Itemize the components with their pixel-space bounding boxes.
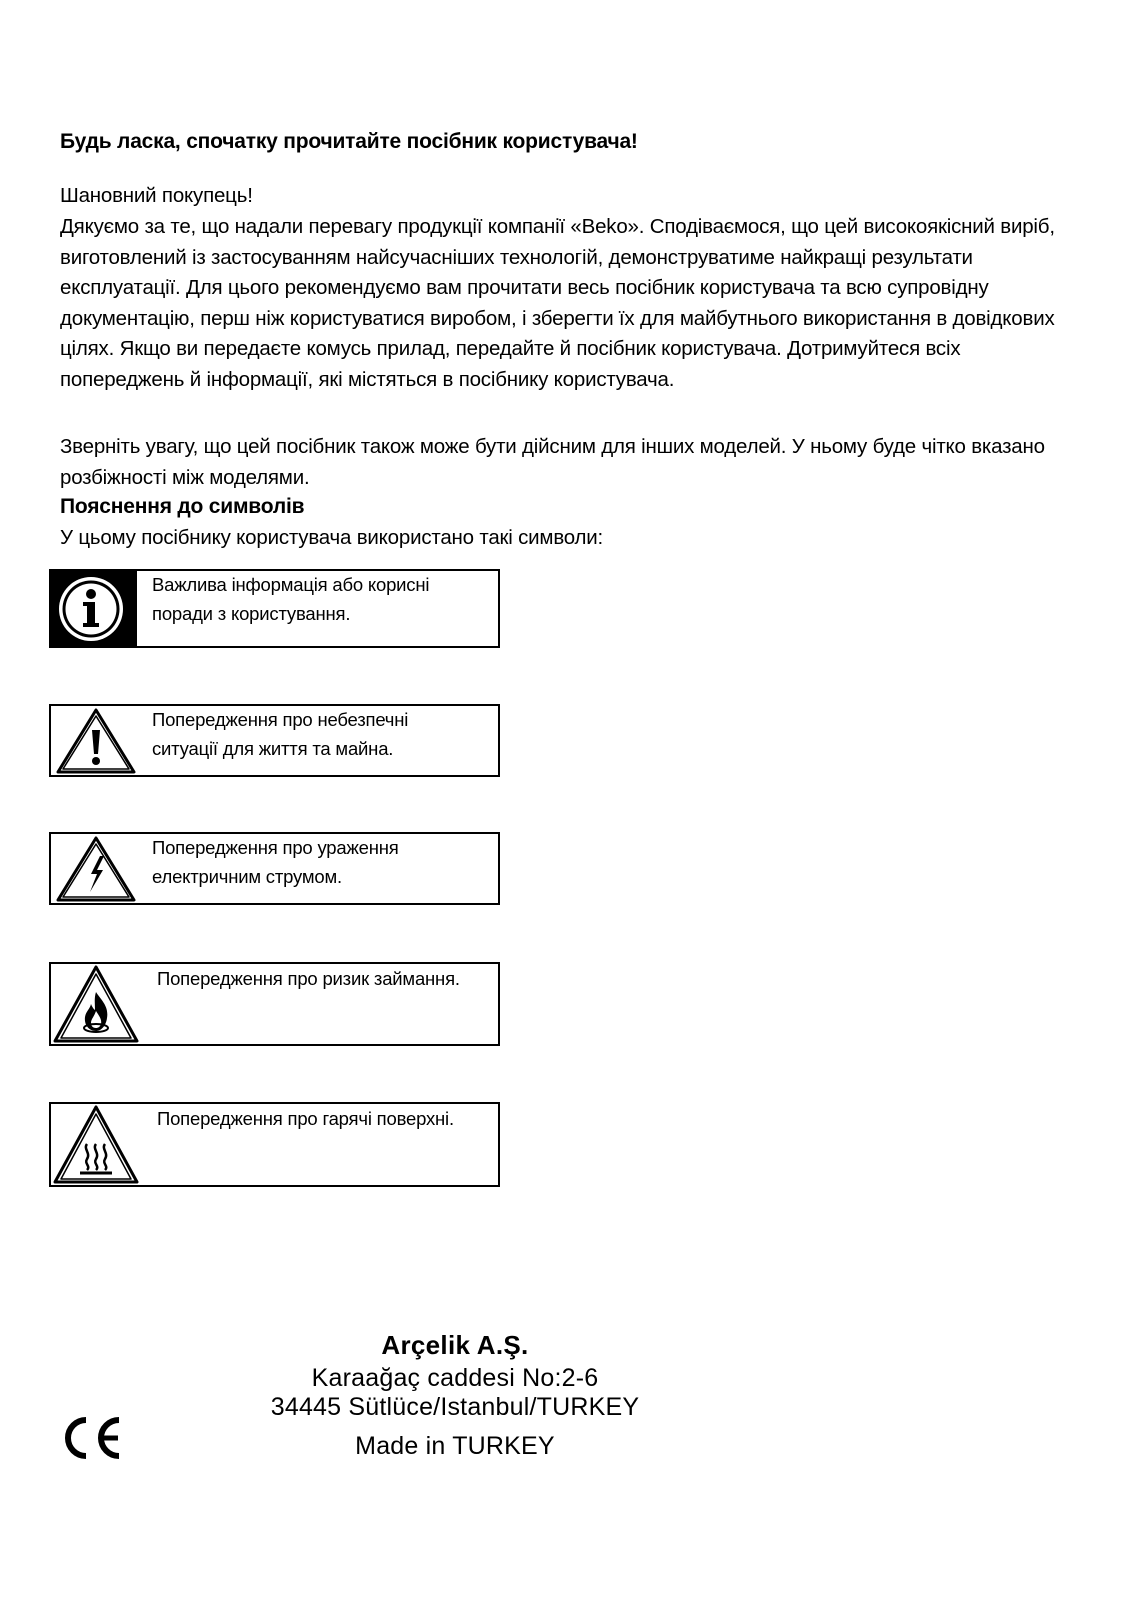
symbol-electric-text-1: Попередження про ураження [152, 837, 399, 858]
warning-icon [51, 706, 141, 780]
greeting: Шановний покупець! [60, 184, 253, 207]
footer-made-in: Made in TURKEY [355, 1432, 555, 1460]
hot-surface-icon [51, 1104, 143, 1190]
page-heading: Будь ласка, спочатку прочитайте посібник користувача! [60, 130, 638, 153]
symbol-electric-text-2: електричним струмом. [152, 865, 342, 887]
symbols-section-intro: У цьому посібнику користувача використано такі символи: [60, 526, 604, 549]
symbol-warning-text-1: Попередження про небезпечні [152, 709, 409, 730]
footer-address-line2: 34445 Sütlüce/Istanbul/TURKEY [270, 1393, 640, 1421]
models-note: Зверніть увагу, що цей посібник також може бути дійсним для інших моделей. У ньому буде чітко вказано розбіжності між моделями. [60, 435, 1045, 489]
fire-icon [51, 964, 143, 1049]
symbol-info-text-1: Важлива інформація або корисні [152, 574, 430, 595]
symbol-hot-surface-text-1: Попередження про гарячі поверхні. [157, 1108, 454, 1129]
symbols-section-title: Пояснення до символів [60, 495, 305, 518]
electric-shock-icon [51, 834, 141, 908]
symbol-box-fire [49, 962, 500, 1046]
footer-company-name: Arçelik A.Ş. [381, 1330, 529, 1360]
symbol-box-hot-surface [49, 1102, 500, 1187]
symbol-fire-text-1: Попередження про ризик займання. [157, 968, 460, 989]
symbol-warning-text-2: ситуації для життя та майна. [152, 737, 394, 759]
symbol-box-info [49, 569, 500, 648]
symbol-info-text-2: поради з користування. [152, 602, 351, 624]
footer-address-line1: Karaağaç caddesi No:2-6 [311, 1364, 599, 1392]
ce-mark-icon [56, 1414, 126, 1467]
thanks-paragraph: Дякуємо за те, що надали перевагу продукції компанії «Beko». Сподіваємося, що цей високоякісний виріб, виготовлений із застосуванням найсучасніших технологій, демонструватиме найкращі результати експлуатації. Для цього рекомендуємо вам прочитати весь посібник користувача та всю супровідну документацію, перш ніж користуватися виробом, і зберегти їх для майбутнього використання в довідкових цілях. Якщо ви передаєте комусь прилад, передайте й посібник користувача. Дотримуйтеся всіх попереджень й інформації, які містяться в посібнику користувача. [60, 215, 1055, 391]
symbol-box-warning [49, 704, 500, 777]
symbol-box-electric [49, 832, 500, 905]
info-icon [51, 571, 137, 651]
